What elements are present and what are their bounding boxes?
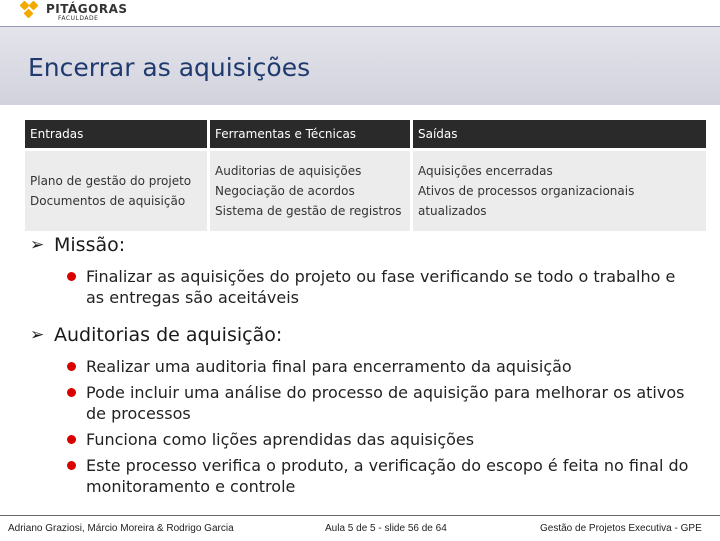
section-heading-missao: [30, 232, 710, 258]
slide-title: Encerrar as aquisições: [28, 53, 311, 82]
list-item: [30, 356, 710, 377]
table-row: [25, 151, 706, 231]
inputs-tools-outputs-table: [22, 117, 709, 234]
item-line: as entregas são aceitáveis: [86, 288, 300, 307]
heading-text: Missão:: [54, 234, 126, 256]
cell-saidas: [413, 151, 706, 231]
list-item: [30, 429, 710, 450]
list-item: [30, 455, 710, 497]
footer-authors: Adriano Graziosi, Márcio Moreira & Rodrigo Garcia: [8, 523, 234, 534]
item-line: Pode incluir uma análise do processo de aquisição para melhorar os ativos: [86, 383, 685, 402]
cell-line: Ativos de processos organizacionais atualizados: [418, 184, 635, 218]
heading-text: Auditorias de aquisição:: [54, 324, 283, 346]
pitagoras-logo: [20, 0, 160, 24]
header-ferramentas: Ferramentas e Técnicas: [210, 120, 410, 148]
cell-line: Documentos de aquisição: [30, 194, 186, 208]
cell-line: Sistema de gestão de registros: [215, 204, 402, 218]
footer-course: Gestão de Projetos Executiva - GPE: [540, 523, 702, 534]
logo-wordmark: PITÁGORAS: [46, 2, 128, 16]
list-item: [30, 382, 710, 424]
logo-subtitle: FACULDADE: [58, 15, 99, 22]
item-line: Funciona como lições aprendidas das aquisições: [86, 430, 475, 449]
section-heading-auditorias: [30, 322, 710, 348]
cell-line: Aquisições encerradas: [418, 164, 553, 178]
bullet-list: [30, 232, 710, 497]
item-line: Finalizar as aquisições do projeto ou fase verificando se todo o trabalho e: [86, 267, 676, 286]
header-saidas: Saídas: [413, 120, 706, 148]
bullet-dot-icon: [67, 272, 76, 281]
item-line: monitoramento e controle: [86, 477, 296, 496]
bullet-dot-icon: [67, 461, 76, 470]
bullet-dot-icon: [67, 362, 76, 371]
footer-slide-number: Aula 5 de 5 - slide 56 de 64: [325, 523, 447, 534]
cell-line: Plano de gestão do projeto: [30, 174, 192, 188]
arrow-bullet-icon: ➢: [30, 325, 45, 345]
cell-line: Auditorias de aquisições: [215, 164, 362, 178]
table-header-row: [25, 120, 706, 148]
item-line: Realizar uma auditoria final para encerramento da aquisição: [86, 357, 572, 376]
slide-footer: [0, 515, 720, 541]
cell-entradas: [25, 151, 207, 231]
arrow-bullet-icon: ➢: [30, 235, 45, 255]
cell-line: Negociação de acordos: [215, 184, 355, 198]
list-item: [30, 266, 710, 308]
cell-ferramentas: [210, 151, 410, 231]
bullet-dot-icon: [67, 435, 76, 444]
header-entradas: Entradas: [25, 120, 207, 148]
item-line: de processos: [86, 404, 191, 423]
item-line: Este processo verifica o produto, a verificação do escopo é feita no final do: [86, 456, 689, 475]
logo-mark-icon: [20, 0, 38, 22]
bullet-dot-icon: [67, 388, 76, 397]
